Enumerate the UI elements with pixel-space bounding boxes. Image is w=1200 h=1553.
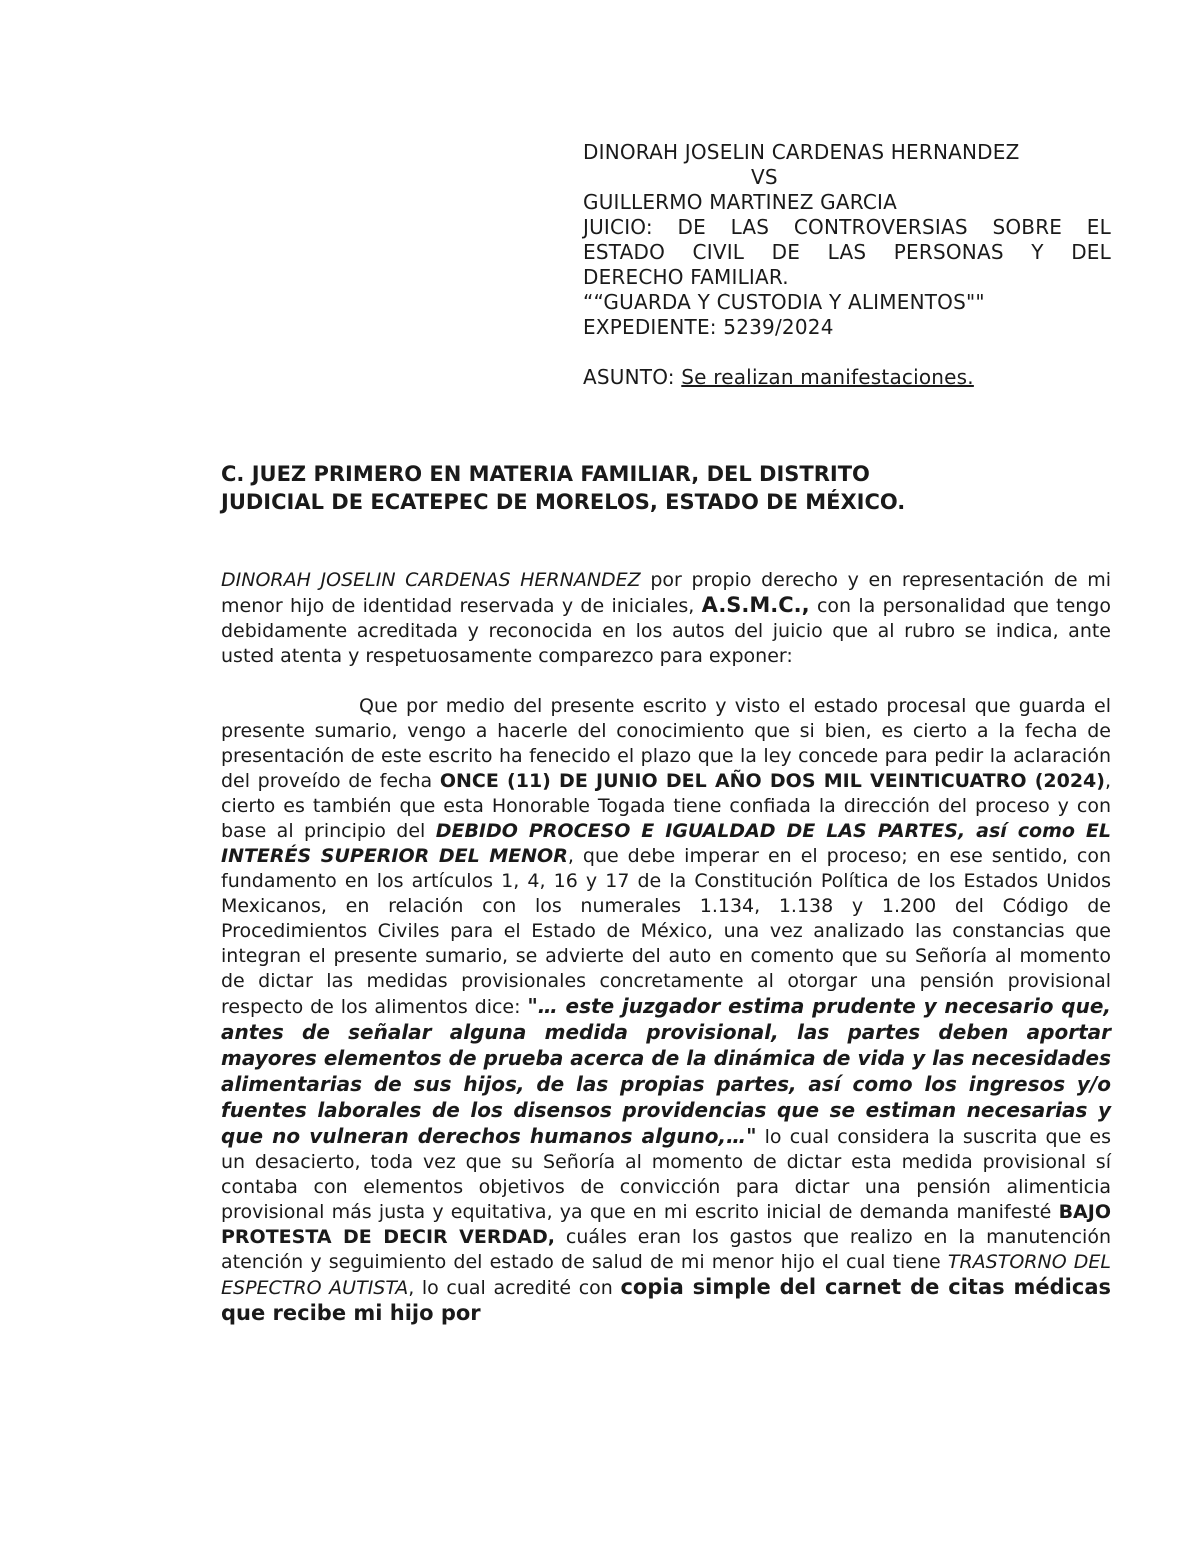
diagnosis: TRASTORNO DEL ESPECTRO AUTISTA [221, 1251, 1112, 1299]
main-paragraph: Que por medio del presente escrito y visto el estado procesal que guarda el presente sumario, vengo a hacerle del conocimiento que si bien, es cierto a la fecha de presentación de este escrito ha fenecido el plazo que la ley concede para pedir la aclaración del proveído de fecha ONCE (11) DE JUNIO DEL AÑO DOS MIL VEINTICUATRO (2024), cierto es también que esta Honorable Togada tiene confiada la dirección del proceso y con base al principio del DEBIDO PROCESO E IGUALDAD DE LAS PARTES, así como EL INTERÉS SUPERIOR DEL MENOR, que debe imperar en el proceso; en ese sentido, con fundamento en los artículos 1, 4, 16 y 17 de la Constitución Política de los Estados Unidos Mexicanos, en relación con los numerales 1.134, 1.138 y 1.200 del Código de Procedimientos Civiles para el Estado de México, una vez analizado las constancias que integran el presente sumario, se advierte del auto en comento que su Señoría al momento de dictar las medidas provisionales concretamente al otorgar una pensión provisional respecto de los alimentos dice: "… este juzgador estima prudente y necesario que, antes de señalar alguna medida provisional, las partes deben aportar mayores elementos de prueba acerca de la dinámica de vida y las necesidades alimentarias de sus hijos, de las propias partes, así como los ingresos y/o fuentes laborales de los disensos providencias que se estiman necesarias y que no vulneran derechos humanos alguno,…" lo cual considera la suscrita que es un desacierto, toda vez que su Señoría al momento de dictar esta medida provisional sí contaba con elementos objetivos de convicción para dictar una pensión alimenticia provisional más justa y equitativa, ya que en mi escrito inicial de demanda manifesté BAJO PROTESTA DE DECIR VERDAD, cuáles eran los gastos que realizo en la manutención atención y seguimiento del estado de salud de mi menor hijo el cual tiene TRASTORNO DEL ESPECTRO AUTISTA, lo cual acredité con copia simple del carnet de citas médicas que recibe mi hijo por [221, 695, 1112, 1325]
protesta-statement: BAJO PROTESTA DE DECIR VERDAD, [221, 1201, 1111, 1248]
legal-principle: DEBIDO PROCESO E IGUALDAD DE LAS PARTES, así como EL INTERÉS SUPERIOR DEL MENOR [221, 820, 1111, 867]
evidence-description: copia simple del carnet de citas médicas que recibe mi hijo por [221, 1275, 1111, 1325]
subject-label: ASUNTO: [583, 365, 682, 389]
addressee [221, 460, 1021, 516]
juicio-line-3: DERECHO FAMILIAR. [583, 265, 789, 289]
plaintiff-name: DINORAH JOSELIN CARDENAS HERNANDEZ [221, 569, 641, 591]
case-matter: ““GUARDA Y CUSTODIA Y ALIMENTOS"" [583, 290, 985, 314]
minor-initials: A.S.M.C., [701, 593, 810, 617]
subject-value: Se realizan manifestaciones. [681, 365, 974, 389]
order-date: ONCE (11) DE JUNIO DEL AÑO DOS MIL VEINTICUATRO (2024) [439, 770, 1105, 792]
party-plaintiff: DINORAH JOSELIN CARDENAS HERNANDEZ [583, 140, 1020, 164]
juicio-line-2: ESTADO CIVIL DE LAS PERSONAS Y DEL [583, 240, 1111, 264]
versus-label: VS [751, 165, 778, 189]
juicio-line-1: JUICIO: DE LAS CONTROVERSIAS SOBRE EL [583, 215, 1111, 239]
case-header [583, 140, 1111, 390]
case-file-number: EXPEDIENTE: 5239/2024 [583, 315, 834, 339]
subject-line [583, 365, 1111, 390]
document-body [221, 568, 1111, 1327]
quoted-order: "… este juzgador estima prudente y necesario que, antes de señalar alguna medida provisional, las partes deben aportar mayores elementos de prueba acerca de la dinámica de vida y las necesidades alimentarias de sus hijos, de las propias partes, así como los ingresos y/o fuentes laborales de los disensos providencias que se estiman necesarias y que no vulneran derechos humanos alguno,…" [221, 994, 1111, 1148]
party-defendant: GUILLERMO MARTINEZ GARCIA [583, 190, 897, 214]
intro-paragraph: DINORAH JOSELIN CARDENAS HERNANDEZ por propio derecho y en representación de mi menor hijo de identidad reservada y de iniciales, A.S.M.C., con la personalidad que tengo debidamente acreditada y reconocida en los autos del juicio que al rubro se indica, ante usted atenta y respetuosamente comparezco para exponer: [221, 569, 1111, 667]
addressee-line-1: C. JUEZ PRIMERO EN MATERIA FAMILIAR, DEL DISTRITO [221, 462, 870, 486]
addressee-line-2: JUDICIAL DE ECATEPEC DE MORELOS, ESTADO DE MÉXICO. [221, 490, 906, 514]
